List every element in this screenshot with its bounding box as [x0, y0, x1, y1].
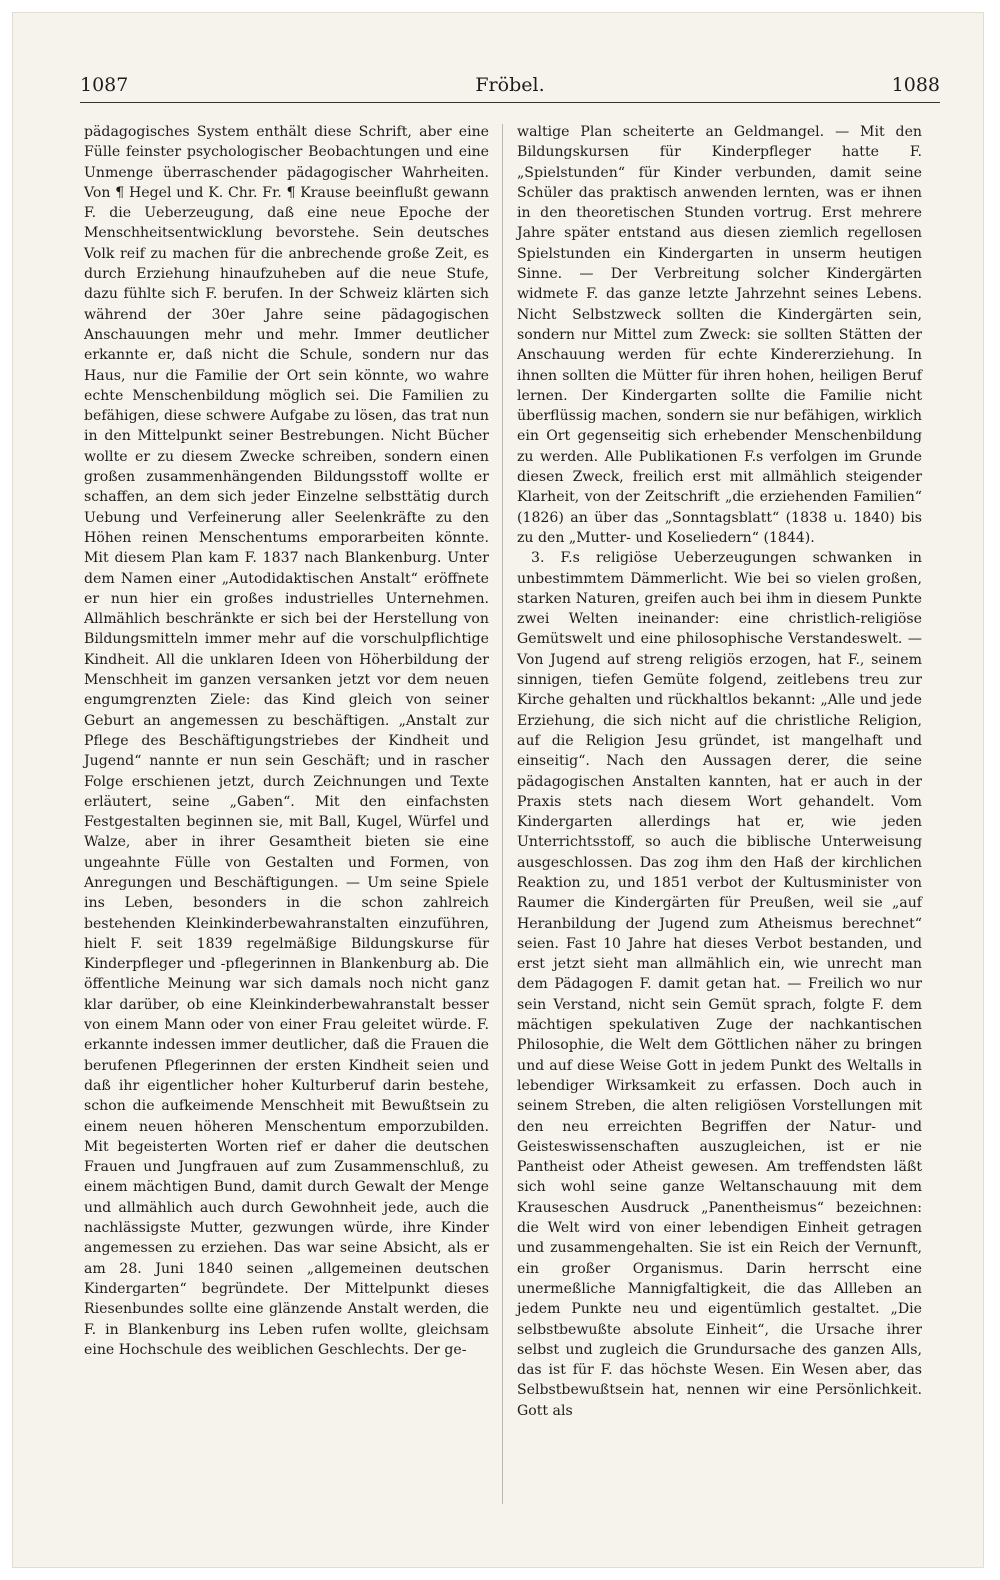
right-column-paragraph: waltige Plan scheiterte an Geldmangel. — Mit den Bildungskursen für Kinderpfleger hatte F. „Spielstunden“ für Kinder verbunden, damit seine Schüler das praktisch anwenden lernten, was er ihnen in den theoretischen Stunden vortrug. Erst mehrere Jahre später entstand aus diesen ziemlich regellosen Spielstunden ein Kindergarten in unserm heutigen Sinne. — Der Verbreitung solcher Kindergärten widmete F. das ganze letzte Jahrzehnt seines Lebens. Nicht Selbstzweck sollten die Kindergärten sein, sondern nur Mittel zum Zweck: sie sollten Stätten der Anschauung werden für echte Kindererziehung. In ihnen sollten die Mütter für ihren hohen, heiligen Beruf lernen. Der Kindergarten sollte die Familie nicht überflüssig machen, sondern sie nur befähigen, wirklich ein Ort gegenseitig sich erhebender Menschenbildung zu werden. Alle Publikationen F.s verfolgen im Grunde diesen Zweck, freilich erst mit allmählich steigender Klarheit, von der Zeitschrift „die erziehenden Familien“ (1826) an über das „Sonntagsblatt“ (1838 u. 1840) bis zu den „Mutter- und Koseliedern“ (1844).	[517, 124, 922, 546]
book-page	[12, 12, 984, 1568]
page-header	[80, 70, 940, 103]
left-column-paragraph: pädagogisches System enthält diese Schrift, aber eine Fülle feinster psychologischer Beobachtungen und eine Unmenge überraschender pädagogischer Wahrheiten. Von ¶ Hegel und K. Chr. Fr. ¶ Krause beeinflußt gewann F. die Ueberzeugung, daß eine neue Epoche der Menschheitsentwicklung bevorstehe. Sein deutsches Volk reif zu machen für die anbrechende große Zeit, es durch Erziehung hinaufzuheben auf die neue Stufe, dazu fühlte sich F. berufen. In der Schweiz klärten sich während der 30er Jahre seine pädagogischen Anschauungen mehr und mehr. Immer deutlicher erkannte er, daß nicht die Schule, sondern nur das Haus, nur die Familie der Ort sein könnte, wo wahre echte Menschenbildung möglich sei. Die Familien zu befähigen, diese schwere Aufgabe zu lösen, das trat nun in den Mittelpunkt seiner Bestrebungen. Nicht Bücher wollte er zu diesem Zwecke schreiben, sondern einen großen zusammenhängenden Bildungsstoff wollte er schaffen, an dem sich jeder Einzelne selbsttätig durch Uebung und Verfeinerung aller Seelenkräfte zu den Höhen reinen Menschentums emporarbeiten könnte. Mit diesem Plan kam F. 1837 nach Blankenburg. Unter dem Namen einer „Autodidaktischen Anstalt“ eröffnete er nun hier ein großes industrielles Unternehmen. Allmählich beschränkte er sich bei der Herstellung von Bildungsmitteln immer mehr auf die vorschulpflichtige Kindheit. All die unklaren Ideen von Höherbildung der Menschheit im ganzen versanken jetzt vor dem neuen engumgrenzten Ziele: das Kind gleich von seiner Geburt an angemessen zu beschäftigen. „Anstalt zur Pflege des Beschäftigungstriebes der Kindheit und Jugend“ nannte er nun sein Geschäft; und in rascher Folge erschienen jetzt, durch Zeichnungen und Texte erläutert, seine „Gaben“. Mit den einfachsten Festgestalten beginnen sie, mit Ball, Kugel, Würfel und Walze, aber in ihrer Gesamtheit bieten sie eine ungeahnte Fülle von Gestalten und Formen, von Anregungen und Beschäftigungen. — Um seine Spiele ins Leben, besonders in die schon zahlreich bestehenden Kleinkinderbewahranstalten einzuführen, hielt F. seit 1839 regelmäßige Bildungskurse für Kinderpfleger und -pflegerinnen in Blankenburg ab. Die öffentliche Meinung war sich damals noch nicht ganz klar darüber, ob eine Kleinkinderbewahranstalt besser von einem Mann oder von einer Frau geleitet würde. F. erkannte indessen immer deutlicher, daß die Frauen die berufenen Pflegerinnen der ersten Kindheit seien und daß ihr eigentlicher hoher Kulturberuf darin bestehe, schon die aufkeimende Menschheit mit Bewußtsein zu einem neuen höheren Menschentum emporzubilden. Mit begeisterten Worten rief er daher die deutschen Frauen und Jungfrauen auf zum Zusammenschluß, zu einem mächtigen Bund, damit durch Gewalt der Menge und allmählich auch durch Gewohnheit jede, auch die nachlässigste Mutter, gezwungen würde, ihre Kinder angemessen zu erziehen. Das war seine Absicht, als er am 28. Juni 1840 seinen „allgemeinen deutschen Kindergarten“ begründete. Der Mittelpunkt dieses Riesenbundes sollte eine glänzende Anstalt werden, die F. in Blankenburg ins Leben rufen wollte, gleichsam eine Hochschule des weiblichen Geschlechts. Der ge-	[84, 124, 489, 1358]
page-number-left: 1087	[80, 74, 129, 96]
column-divider	[502, 124, 503, 1504]
right-column	[517, 122, 922, 1421]
page-number-right: 1088	[891, 74, 940, 96]
left-column	[84, 122, 489, 1360]
right-column-paragraph: 3. F.s religiöse Ueberzeugungen schwanken in unbestimmtem Dämmerlicht. Wie bei so vielen großen, starken Naturen, greifen auch bei ihm in diesem Punkte zwei Welten ineinander: eine christlich-religiöse Gemütswelt und eine philosophische Verstandeswelt. — Von Jugend auf streng religiös erzogen, hat F., seinem sinnigen, tiefen Gemüte folgend, zeitlebens treu zur Kirche gehalten und rückhaltlos bekannt: „Alle und jede Erziehung, die sich nicht auf die christliche Religion, auf die Religion Jesu gründet, ist mangelhaft und einseitig“. Nach den Aussagen derer, die seine pädagogischen Anstalten kannten, hat er auch in der Praxis stets nach diesem Wort gehandelt. Vom Kindergarten allerdings hat er, wie jeden Unterrichtsstoff, so auch die biblische Unterweisung ausgeschlossen. Das zog ihm den Haß der kirchlichen Reaktion zu, und 1851 verbot der Kultusminister von Raumer die Kindergärten für Preußen, weil sie „auf Heranbildung der Jugend zum Atheismus berechnet“ seien. Fast 10 Jahre hat dieses Verbot bestanden, und erst jetzt sieht man allmählich ein, wie unrecht man dem Pädagogen F. damit getan hat. — Freilich wo nur sein Verstand, nicht sein Gemüt sprach, folgte F. dem mächtigen spekulativen Zuge der nachkantischen Philosophie, die Welt dem Göttlichen näher zu bringen und auf diese Weise Gott in jedem Punkt des Weltalls in lebendiger Wirksamkeit zu erfassen. Doch auch in seinem Streben, die alten religiösen Vorstellungen mit den neu erreichten Begriffen der Natur- und Geisteswissenschaften auszugleichen, ist er nie Pantheist oder Atheist gewesen. Am treffendsten läßt sich wohl seine ganze Weltanschauung mit dem Krauseschen Ausdruck „Panentheismus“ bezeichnen: die Welt wird von einer lebendigen Einheit getragen und zusammengehalten. Sie ist ein Reich der Vernunft, ein großer Organismus. Darin herrscht eine unermeßliche Mannigfaltigkeit, die das Allleben an jedem Punkte neu und eigentümlich gestaltet. „Die selbstbewußte absolute Einheit“, die Ursache ihrer selbst und zugleich die Grundursache des ganzen Alls, das ist für F. das höchste Wesen. Ein Wesen aber, das Selbstbewußtsein hat, nennen wir eine Persönlichkeit. Gott als	[517, 550, 922, 1419]
running-title: Fröbel.	[475, 74, 545, 96]
